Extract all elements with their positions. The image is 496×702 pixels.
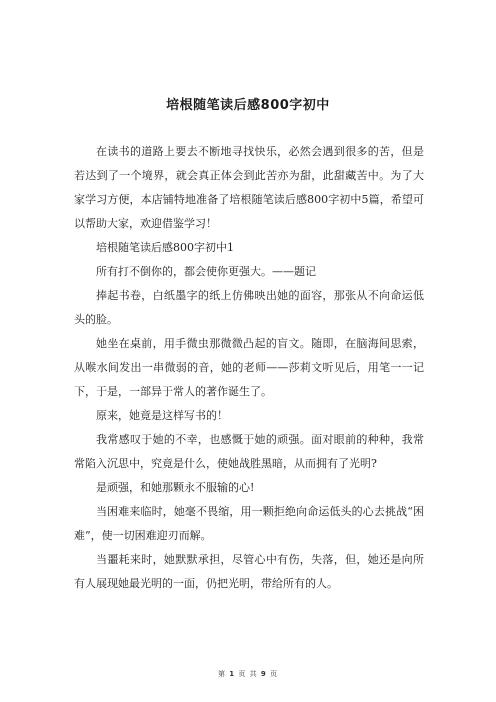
paragraph: 是顽强，和她那颗永不服输的心!	[96, 481, 255, 494]
total-pages-number: 9	[260, 670, 267, 678]
paragraph: 我常感叹于她的不幸，也感慨于她的顽强。面对眼前的种种，我常常陷入沉思中，究竟是什么，使她战胜黑暗，从而拥有了光明?	[74, 433, 424, 470]
paragraph: 当困难来临时，她毫不畏缩，用一颗拒绝向命运低头的心去挑战“困难”，使一切困难迎刃而解。	[74, 505, 424, 542]
page-title: 培根随笔读后感800字初中	[166, 98, 330, 113]
current-page-number: 1	[229, 670, 236, 678]
document-body	[74, 140, 424, 596]
paragraph: 捧起书卷，白纸墨字的纸上仿佛映出她的面容，那张从不向命运低头的脸。	[74, 289, 424, 326]
paragraph: 原来，她竟是这样写书的！	[96, 409, 228, 422]
paragraph-section-heading: 培根随笔读后感800字初中1	[96, 241, 234, 254]
paragraph-epigraph: 所有打不倒你的，都会使你更强大。——题记	[96, 265, 316, 278]
footer-prefix: 第	[218, 670, 227, 678]
footer-suffix: 页	[269, 670, 278, 678]
paragraph: 当噩耗来时，她默默承担，尽管心中有伤，失落，但，她还是向所有人展现她最光明的一面，仍把光明，带给所有的人。	[74, 553, 424, 590]
paragraph-intro: 在读书的道路上要去不断地寻找快乐，必然会遇到很多的苦，但是若达到了一个境界，就会真正体会到此苦亦为甜，此甜藏苦中。为了大家学习方便，本店铺特地准备了培根随笔读后感800字初中5篇，希望可以帮助大家，欢迎借鉴学习！	[74, 145, 424, 230]
page-footer	[0, 669, 496, 679]
paragraph: 她坐在桌前，用手微虫那微微凸起的盲文。随即，在脑海间思索，从喉水间发出一串微弱的音，她的老师——莎莉文听见后，用笔一一记下，于是，一部异于常人的著作诞生了。	[74, 337, 424, 398]
footer-middle: 页 共	[238, 670, 258, 678]
